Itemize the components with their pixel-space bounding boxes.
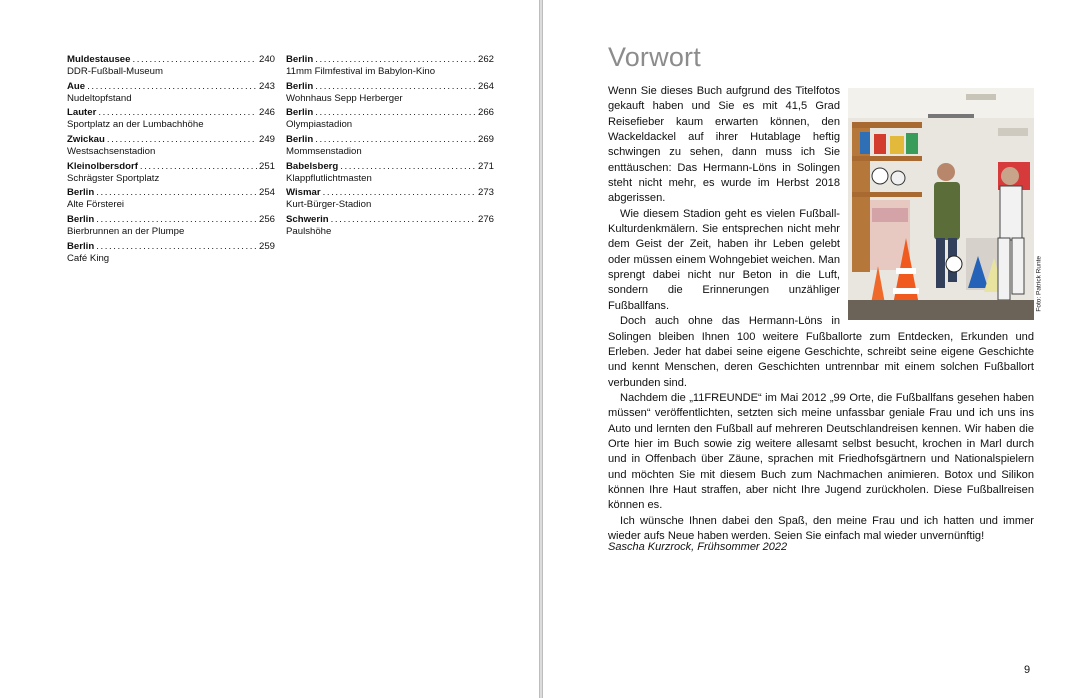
toc-entry[interactable]: [286, 161, 494, 188]
paragraph: Doch auch ohne das Hermann-Löns in Solingen bleiben Ihnen 100 weitere Fußballorte zum Entdecken, Erkunden und Erleben. Jeder hat dabei seine eigene Geschichte, schreibt seine eigene Geschichte und kennt Menschen, deren Geschichten untrennbar mit einem solchen Fußballort verbunden sind.: [608, 315, 1034, 389]
toc-page-number: 266: [477, 107, 494, 119]
paragraph: Ich wünsche Ihnen dabei den Spaß, den meine Frau und ich hatten und immer wieder aufs Neue haben werden. Seien Sie einfach mal wieder unvernünftig!: [608, 514, 1034, 542]
toc-leader-dots: [98, 107, 257, 119]
toc-entry[interactable]: [67, 187, 275, 214]
toc-entry[interactable]: [67, 241, 275, 268]
toc-page-number: 243: [258, 80, 275, 92]
toc-entry[interactable]: [286, 214, 494, 241]
toc-place: Berlin: [286, 54, 314, 65]
toc-subtitle: Schrägster Sportplatz: [67, 172, 160, 184]
toc-leader-dots: [315, 134, 476, 146]
paragraph: Wenn Sie dieses Buch aufgrund des Titelfotos gekauft haben und Sie es mit 41,5 Grad Reisefieber kaum erwarten können, den Wackeldackel auf ihrer Hutablage heftig schwingen zu sehen, dann muss ich Sie enttäuschen: Das Hermann-Löns in Solingen steht nicht mehr, es wurde im Herbst 2018 abgerissen.: [608, 85, 840, 205]
toc-place: Berlin: [67, 214, 95, 226]
toc-column-2: [286, 54, 494, 241]
toc-place: Berlin: [286, 107, 314, 119]
toc-place: Berlin: [286, 134, 314, 146]
toc-place: Babelsberg: [286, 160, 339, 172]
toc-page-number: 240: [258, 54, 275, 65]
author-signature: Sascha Kurzrock, Frühsommer 2022: [608, 541, 788, 553]
toc-place: Wismar: [286, 187, 321, 199]
paragraph: Wie diesem Stadion geht es vielen Fußball-Kulturdenkmälern. Sie entsprechen nicht mehr dem Geist der Zeit, haben ihr Leben gelebt oder müssen einem Wohngebiet weichen. Man sprengt dabei nicht nur Beton in die Luft, sondern die Erinnerungen unzähliger Fußballfans.: [608, 207, 840, 312]
toc-page-number: 262: [477, 54, 494, 65]
toc-leader-dots: [315, 107, 476, 119]
toc-page-number: 246: [258, 107, 275, 119]
toc-page-number: 256: [258, 214, 275, 226]
toc-entry[interactable]: [286, 187, 494, 214]
toc-entry[interactable]: [286, 81, 494, 108]
toc-entry[interactable]: [67, 107, 275, 134]
toc-page-number: 276: [477, 214, 494, 226]
toc-entry[interactable]: [67, 214, 275, 241]
toc-place: Aue: [67, 80, 86, 92]
toc-place: Kleinolbersdorf: [67, 160, 138, 172]
toc-subtitle: 11mm Filmfestival im Babylon-Kino: [286, 66, 436, 77]
photo-illustration: [848, 88, 1034, 320]
toc-page-number: 254: [258, 187, 275, 199]
toc-page-number: 271: [477, 160, 494, 172]
toc-entry[interactable]: [67, 161, 275, 188]
toc-leader-dots: [315, 54, 476, 66]
toc-subtitle: Alte Försterei: [67, 199, 125, 211]
toc-page-number: 251: [258, 160, 275, 172]
toc-subtitle: Kurt-Bürger-Stadion: [286, 199, 372, 211]
toc-leader-dots: [107, 134, 257, 146]
paragraph: Nachdem die „11FREUNDE“ im Mai 2012 „99 Orte, die Fußballfans gesehen haben müssen“ veröffentlichten, setzten sich meine unfassbar geniale Frau und ich uns ins Auto und lernten den Fußball auf mehreren Deutschlandreisen kennen. Wir haben die Orte hier im Buch sowie zig weitere allesamt selbst besucht, krochen in Marl durch und in Offenbach über Zäune, sprachen mit Friedhofsgärtnern und Nationalspielern und möchten Sie mit diesem Buch zum Nachmachen animieren. Botox und Silikon können Ihre Haut straffen, aber nicht Ihre Jugend zurückholen. Diese Fußballreisen können es.: [608, 391, 1034, 512]
left-page: [0, 0, 540, 698]
toc-subtitle: Mommsenstadion: [286, 146, 362, 158]
toc-leader-dots: [132, 54, 257, 66]
toc-entry[interactable]: [67, 134, 275, 161]
toc-page-number: 264: [477, 80, 494, 92]
toc-leader-dots: [87, 81, 257, 93]
foreword-body: [608, 84, 1043, 544]
toc-subtitle: Sportplatz an der Lumbachhöhe: [67, 119, 204, 131]
toc-entry[interactable]: [286, 134, 494, 161]
toc-page-number: 269: [477, 134, 494, 146]
locker-room-photo: [848, 88, 1043, 320]
toc-subtitle: Westsachsenstadion: [67, 146, 156, 158]
page-number: 9: [1024, 664, 1031, 676]
toc-column-1: [67, 54, 275, 268]
toc-subtitle: Klappflutlichtmasten: [286, 172, 372, 184]
toc-subtitle: Bierbrunnen an der Plumpe: [67, 226, 185, 238]
photo-credit: Foto: Patrick Runte: [1036, 256, 1043, 312]
toc-page-number: 259: [258, 240, 275, 252]
toc-place: Berlin: [67, 240, 95, 252]
toc-leader-dots: [96, 241, 257, 253]
toc-leader-dots: [315, 81, 476, 93]
toc-place: Berlin: [286, 80, 314, 92]
toc-subtitle: Café King: [67, 252, 110, 264]
toc-leader-dots: [340, 161, 476, 173]
toc-page-number: 273: [477, 187, 494, 199]
toc-page-number: 249: [258, 134, 275, 146]
toc-subtitle: DDR-Fußball-Museum: [67, 66, 163, 77]
toc-place: Berlin: [67, 187, 95, 199]
toc-subtitle: Paulshöhe: [286, 226, 332, 238]
toc-place: Muldestausee: [67, 54, 131, 65]
toc-leader-dots: [331, 214, 476, 226]
toc-place: Lauter: [67, 107, 97, 119]
toc-place: Schwerin: [286, 214, 329, 226]
toc-leader-dots: [323, 187, 476, 199]
toc-entry[interactable]: [67, 54, 275, 81]
toc-entry[interactable]: [286, 107, 494, 134]
toc-subtitle: Nudeltopfstand: [67, 92, 132, 104]
toc-entry[interactable]: [67, 81, 275, 108]
page-title: Vorwort: [608, 42, 701, 72]
toc-subtitle: Olympiastadion: [286, 119, 353, 131]
toc-place: Zwickau: [67, 134, 105, 146]
toc-entry[interactable]: [286, 54, 494, 81]
toc-leader-dots: [140, 161, 257, 173]
toc-leader-dots: [96, 214, 257, 226]
toc-subtitle: Wohnhaus Sepp Herberger: [286, 92, 403, 104]
toc-leader-dots: [96, 187, 257, 199]
